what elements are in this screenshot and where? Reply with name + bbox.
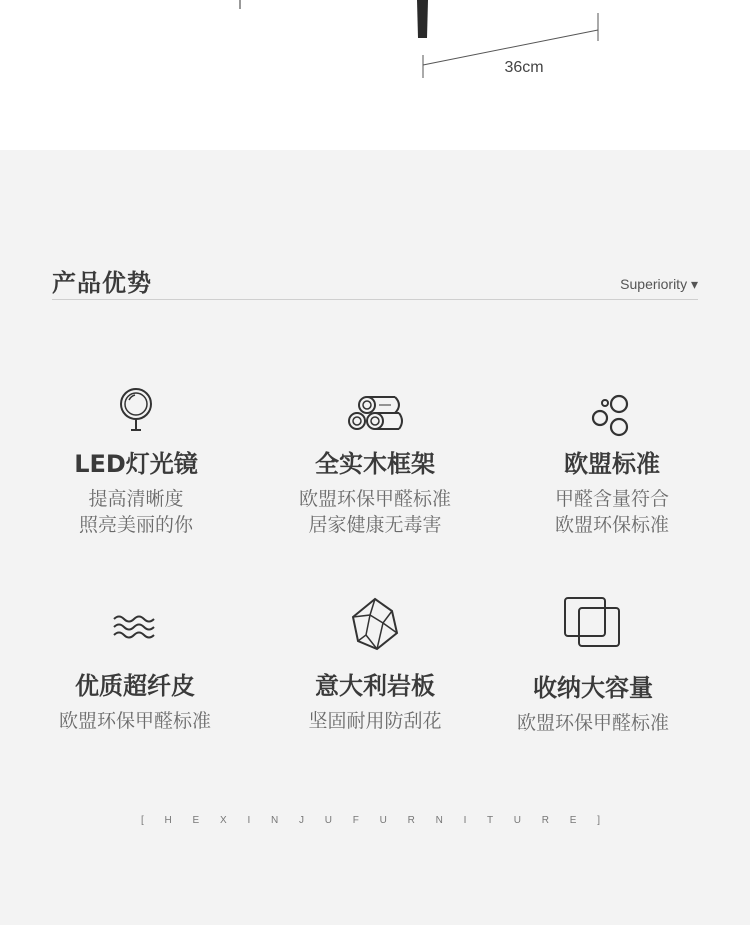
section-divider bbox=[52, 299, 698, 300]
feature-desc-line: 欧盟环保甲醛标准 bbox=[58, 710, 211, 732]
dimension-label: 36cm bbox=[504, 59, 544, 76]
feature-title: 收纳大容量 bbox=[533, 674, 653, 702]
feature-title: 优质超纤皮 bbox=[75, 672, 195, 700]
feature-desc-line: 甲醛含量符合 bbox=[554, 488, 669, 510]
dimension-diagram bbox=[0, 0, 750, 150]
feature-desc-line: 照亮美丽的你 bbox=[78, 514, 193, 536]
feature-desc-line: 居家健康无毒害 bbox=[308, 514, 442, 536]
feature-title: 全实木框架 bbox=[315, 450, 435, 478]
feature-title: 意大利岩板 bbox=[315, 672, 435, 700]
feature-desc-line: 欧盟环保甲醛标准 bbox=[516, 712, 669, 734]
feature-title: LED灯光镜 bbox=[74, 450, 198, 478]
feature-desc-line: 欧盟环保甲醛标准 bbox=[298, 488, 451, 510]
feature-desc-line: 坚固耐用防刮花 bbox=[308, 710, 442, 732]
feature-desc-line: 欧盟环保标准 bbox=[554, 514, 669, 536]
feature-title: 欧盟标准 bbox=[564, 450, 660, 478]
brand-footer: [ H E X I N J U F U R N I T U R E ] bbox=[141, 815, 609, 826]
feature-desc-line: 提高清晰度 bbox=[88, 488, 184, 510]
bubbles-icon bbox=[590, 394, 634, 442]
storage-icon bbox=[563, 596, 623, 654]
product-advantages-panel bbox=[0, 150, 750, 925]
waves-icon bbox=[112, 614, 158, 644]
section-title: 产品优势 bbox=[52, 269, 152, 297]
logs-icon bbox=[345, 392, 405, 438]
section-subtitle: Superiority ▾ bbox=[620, 276, 698, 292]
dimension-drawing bbox=[0, 0, 750, 150]
stone-icon bbox=[350, 597, 400, 655]
mirror-icon bbox=[116, 386, 156, 438]
furniture-leg bbox=[417, 0, 428, 38]
